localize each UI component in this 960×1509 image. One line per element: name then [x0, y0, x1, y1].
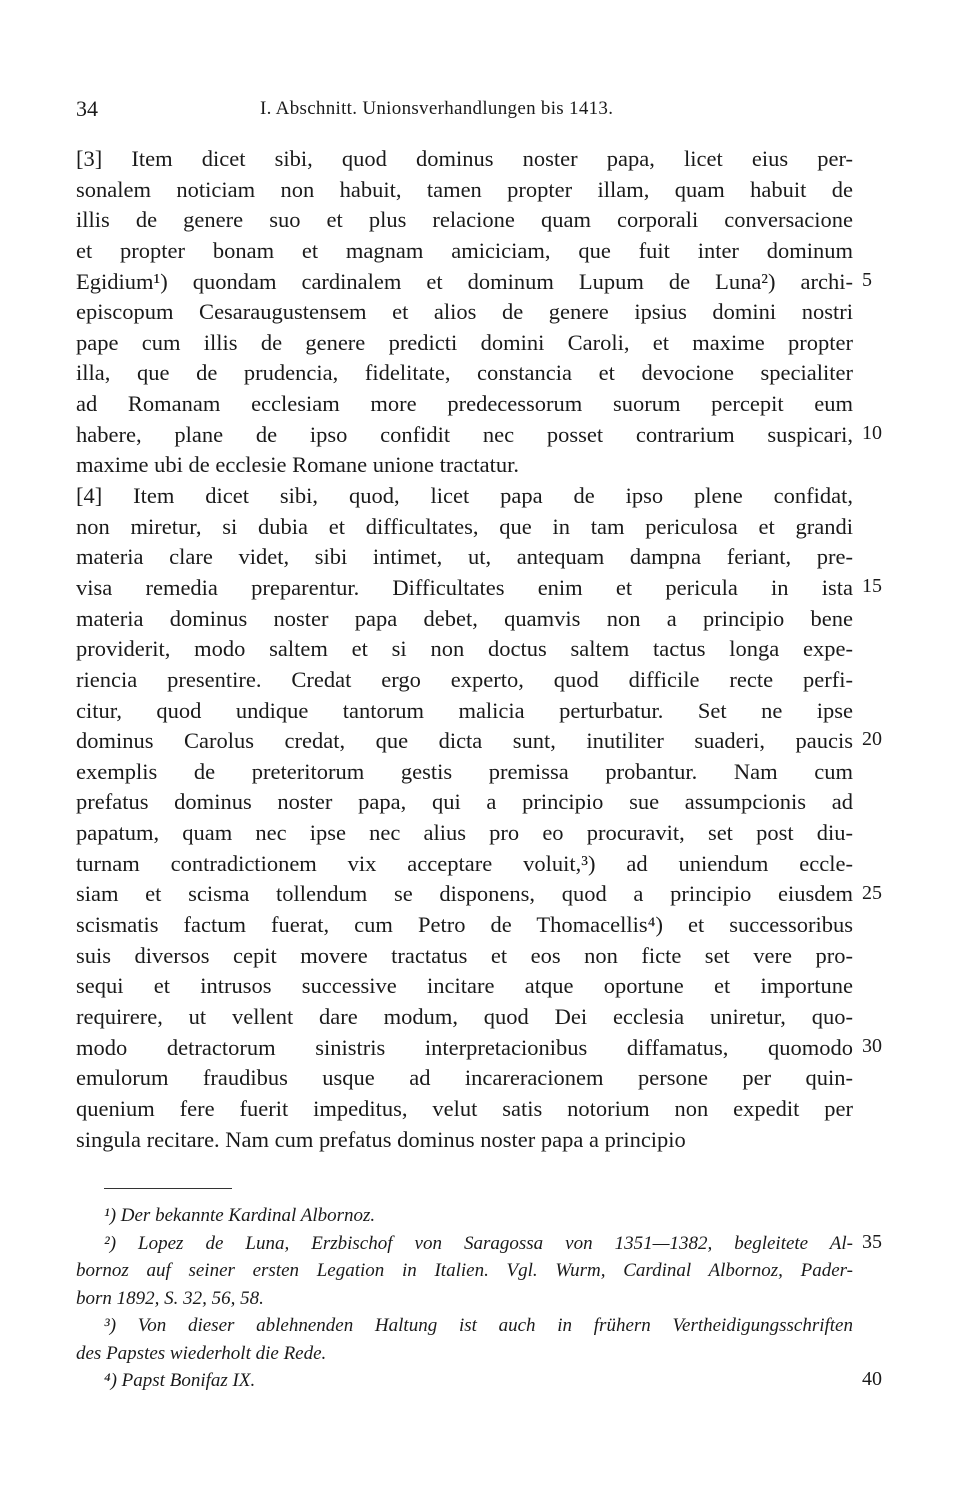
- footnote-line: ³) Von dieser ablehnenden Haltung ist auch in frühern Vertheidigungsschriften: [104, 1315, 853, 1336]
- main-text: [76, 144, 853, 1155]
- text-line: illa, que de prudencia, fidelitate, constancia et devocione specialiter: [76, 360, 853, 386]
- text-line: habere, plane de ipso confidit nec posset contrarium suspicari,: [76, 421, 853, 447]
- footnote-line: ¹) Der bekannte Kardinal Albornoz.: [104, 1205, 376, 1226]
- margin-line-number: 10: [862, 421, 882, 444]
- margin-line-number: 20: [862, 728, 882, 751]
- text-line: pape cum illis de genere predicti domini Caroli, et maxime propter: [76, 329, 853, 355]
- text-line: Egidium¹) quondam cardinalem et dominum Lupum de Luna²) archi-: [76, 268, 853, 294]
- page-number: 34: [76, 96, 98, 121]
- text-line: papatum, quam nec ipse nec alius pro eo procuravit, set post diu-: [76, 820, 853, 846]
- text-line: et propter bonam et magnam amiciciam, que fuit inter dominum: [76, 237, 853, 263]
- margin-line-number: 40: [862, 1368, 882, 1390]
- text-line: siam et scisma tollendum se disponens, quod a principio eiusdem: [76, 881, 853, 907]
- footnote-line: des Papstes wiederholt die Rede.: [76, 1342, 327, 1364]
- text-line: turnam contradictionem vix acceptare voluit,³) ad uniendum eccle-: [76, 850, 853, 876]
- text-line: dominus Carolus credat, que dicta sunt, inutiliter suaderi, paucis: [76, 728, 853, 754]
- text-line: citur, quod undique tantorum malicia perturbatur. Set ne ipse: [76, 697, 853, 723]
- text-line: sequi et intrusos successive incitare atque oportune et importune: [76, 973, 853, 999]
- footnote-line: born 1892, S. 32, 56, 58.: [76, 1287, 264, 1309]
- footnote-line: ²) Lopez de Luna, Erzbischof von Saragossa von 1351—1382, begleitete Al-: [104, 1232, 853, 1254]
- text-line: illis de genere suo et plus relacione quam corporali conversacione: [76, 207, 853, 233]
- margin-line-number: 35: [862, 1230, 882, 1253]
- text-line: requirere, ut vellent dare modum, quod Dei ecclesia uniretur, quo-: [76, 1003, 853, 1029]
- text-line: riencia presentire. Credat ergo experto, quod difficile recte perfi-: [76, 666, 853, 692]
- text-line: materia clare videt, sibi intimet, ut, antequam dampna feriant, pre-: [76, 544, 853, 570]
- text-line: prefatus dominus noster papa, qui a principio sue assumpcionis ad: [76, 789, 853, 815]
- footnote-rule: [104, 1188, 232, 1189]
- text-line: providerit, modo saltem et si non doctus saltem tactus longa expe-: [76, 636, 853, 662]
- text-line: quenium fere fuerit impeditus, velut satis notorium non expedit per: [76, 1095, 853, 1121]
- text-line: suis diversos cepit movere tractatus et eos non ficte set vere pro-: [76, 942, 853, 968]
- margin-line-number: 5: [862, 268, 872, 291]
- text-line: singula recitare. Nam cum prefatus dominus noster papa a principio: [76, 1126, 686, 1152]
- text-line: episcopum Cesaraugustensem et alios de genere ipsius domini nostri: [76, 299, 853, 325]
- text-line: emulorum fraudibus usque ad incareracionem persone per quin-: [76, 1065, 853, 1091]
- margin-line-number: 30: [862, 1034, 882, 1057]
- text-line: materia dominus noster papa debet, quamvis non a principio bene: [76, 605, 853, 631]
- text-line: [4] Item dicet sibi, quod, licet papa de ipso plene confidat,: [76, 483, 853, 509]
- page-header: [76, 96, 876, 126]
- text-line: non miretur, si dubia et difficultates, que in tam periculosa et grandi: [76, 513, 853, 539]
- text-line: sonalem noticiam non habuit, tamen propter illam, quam habuit de: [76, 176, 853, 202]
- text-line: modo detractorum sinistris interpretacionibus diffamatus, quomodo: [76, 1034, 853, 1060]
- footnote-line: ⁴) Papst Bonifaz IX.: [104, 1370, 256, 1391]
- footnotes: [76, 1202, 853, 1395]
- margin-line-number: 25: [862, 881, 882, 904]
- running-head: I. Abschnitt. Unionsverhandlungen bis 1413.: [260, 98, 614, 119]
- text-line: maxime ubi de ecclesie Romane unione tractatur.: [76, 452, 519, 478]
- text-line: ad Romanam ecclesiam more predecessorum suorum percepit eum: [76, 391, 853, 417]
- footnote-line: bornoz auf seiner ersten Legation in Italien. Vgl. Wurm, Cardinal Albornoz, Pader-: [76, 1260, 853, 1281]
- text-line: visa remedia preparentur. Difficultates enim et pericula in ista: [76, 574, 853, 600]
- margin-line-number: 15: [862, 575, 882, 598]
- text-line: [3] Item dicet sibi, quod dominus noster papa, licet eius per-: [76, 146, 853, 171]
- text-line: exemplis de preteritorum gestis premissa probantur. Nam cum: [76, 758, 853, 784]
- text-line: scismatis factum fuerat, cum Petro de Thomacellis⁴) et successoribus: [76, 912, 853, 938]
